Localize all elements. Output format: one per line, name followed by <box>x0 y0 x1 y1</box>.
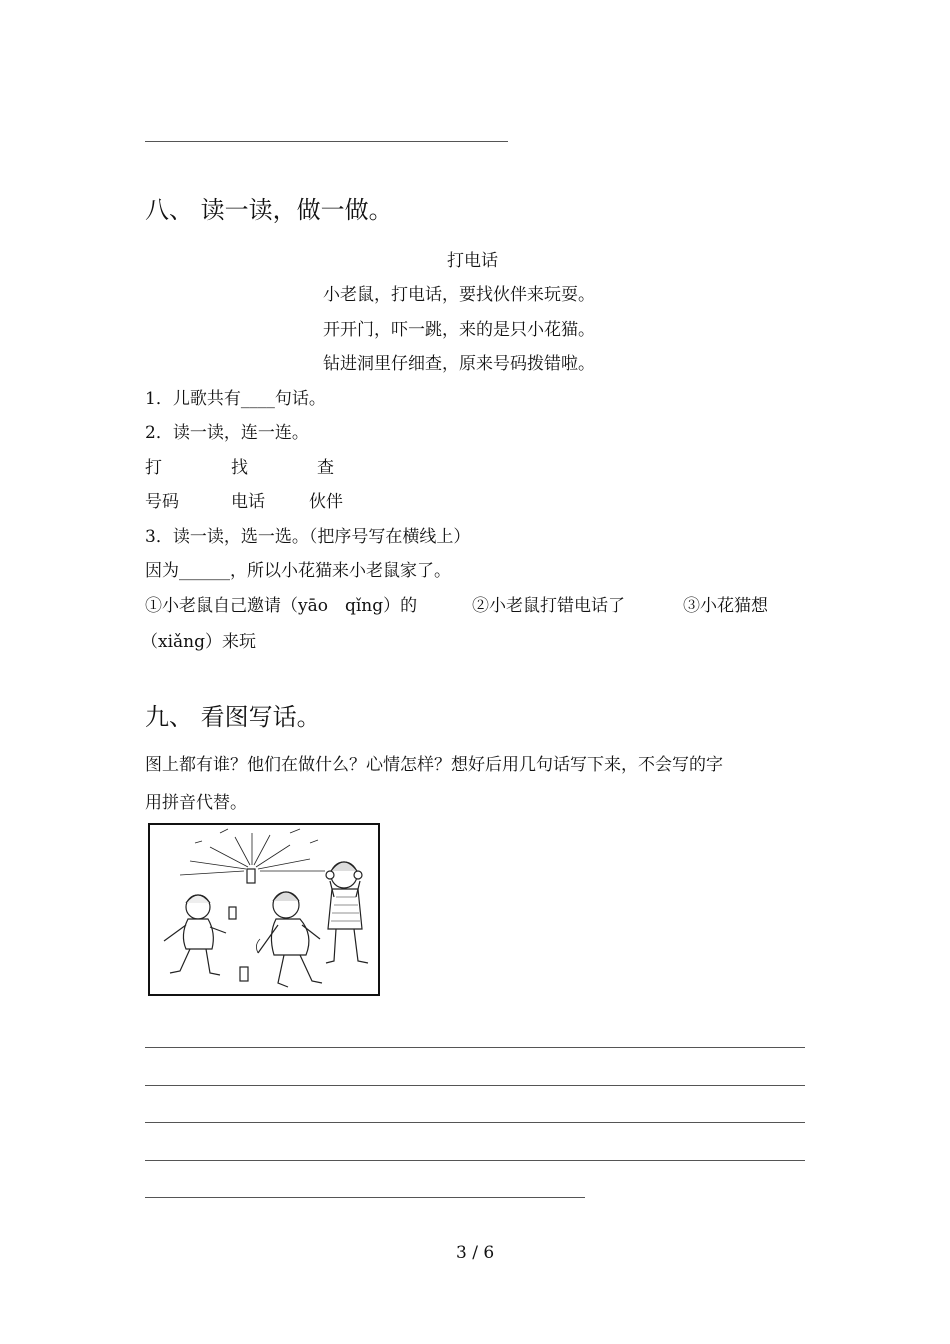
match-verb: 找 <box>231 458 248 478</box>
question-1: 1．儿歌共有____句话。 <box>145 389 326 409</box>
question-3: 3．读一读，选一选。（把序号写在横线上） <box>145 527 471 547</box>
page-number: 3 / 6 <box>456 1243 495 1263</box>
option-2: ②小老鼠打错电话了 <box>472 596 625 616</box>
writing-line[interactable] <box>145 1122 805 1123</box>
match-noun: 电话 <box>231 492 265 512</box>
writing-prompt-cont: 用拼音代替。 <box>145 793 247 813</box>
answer-line-top <box>145 141 508 142</box>
match-noun: 号码 <box>145 492 179 512</box>
writing-line[interactable] <box>145 1197 585 1198</box>
fireworks-illustration <box>148 823 380 996</box>
poem-title: 打电话 <box>447 251 498 271</box>
writing-line[interactable] <box>145 1047 805 1048</box>
section-8-heading: 八、 读一读，做一做。 <box>145 196 393 224</box>
question-2: 2．读一读，连一连。 <box>145 423 309 443</box>
poem-line: 开开门，吓一跳，来的是只小花猫。 <box>323 320 595 340</box>
question-3-sentence: 因为______，所以小花猫来小老鼠家了。 <box>145 561 451 581</box>
option-3: ③小花猫想 <box>683 596 768 616</box>
poem-line: 钻进洞里仔细查，原来号码拨错啦。 <box>323 354 595 374</box>
match-verb: 查 <box>317 458 334 478</box>
option-1: ①小老鼠自己邀请（yāo qǐng）的 <box>145 596 418 616</box>
writing-line[interactable] <box>145 1085 805 1086</box>
writing-line[interactable] <box>145 1160 805 1161</box>
section-9-heading: 九、 看图写话。 <box>145 703 321 731</box>
poem-line: 小老鼠，打电话，要找伙伴来玩耍。 <box>323 285 595 305</box>
fireworks-drawing <box>150 825 378 994</box>
match-verb: 打 <box>145 458 162 478</box>
writing-prompt: 图上都有谁？他们在做什么？心情怎样？想好后用几句话写下来，不会写的字 <box>145 755 723 775</box>
option-3-continued: （xiǎng）来玩 <box>141 632 256 652</box>
match-noun: 伙伴 <box>309 492 343 512</box>
